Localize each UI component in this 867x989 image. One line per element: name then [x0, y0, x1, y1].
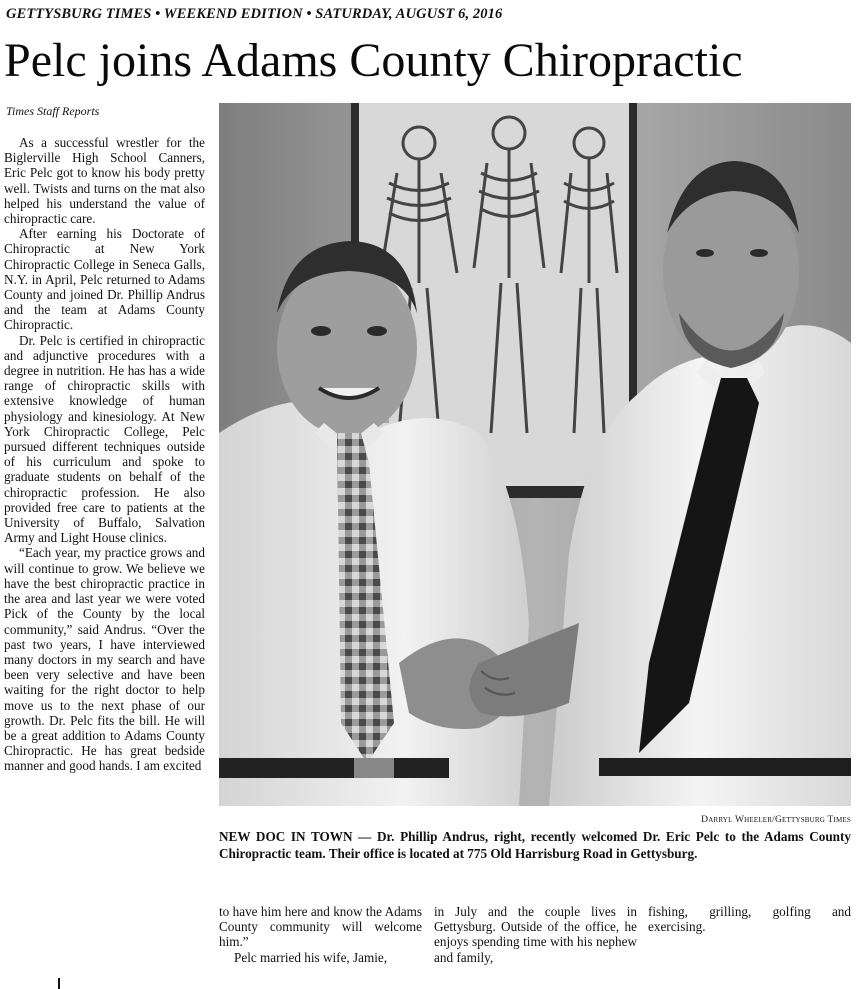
photo-caption: NEW DOC IN TOWN — Dr. Phillip Andrus, right, recently welcomed Dr. Eric Pelc to the Adams County Chiropractic team. Their office is located at 775 Old Harrisburg Road in Gettysburg. — [219, 829, 851, 861]
paragraph-5-end: fishing, grilling, golfing and exercising. — [648, 904, 851, 935]
headline: Pelc joins Adams County Chiropractic — [4, 34, 743, 87]
byline: Times Staff Reports — [6, 104, 100, 118]
photo-illustration — [219, 103, 851, 806]
news-photo — [219, 103, 851, 806]
paragraph-1: As a successful wrestler for the Biglerville High School Canners, Eric Pelc got to know his body pretty well. Twists and turns on the mat also helped his understand the value of chiropractic care. — [4, 135, 205, 227]
paragraph-4: “Each year, my practice grows and will continue to grow. We believe we have the best chiropractic practice in the area and last year we were voted Pick of the County by the local community,” said Andrus. “Over the past two years, I have interviewed many doctors in my search and have been very selective and have been waiting for the right doctor to help move us to the next phase of our growth. Dr. Pelc fits the bill. He will be a great addition to Adams County Chiropractic. He has great bedside manner and good hands. I am excited — [4, 545, 205, 774]
article-column-1 — [4, 135, 205, 774]
article-column-4 — [648, 904, 851, 934]
article-column-2 — [219, 904, 422, 965]
paragraph-3: Dr. Pelc is certified in chiropractic and adjunctive procedures with a degree in nutrition. He has has a wide range of chiropractic skills with extensive knowledge of human physiology and kinesiology. At New York Chiropractic College, Pelc pursued different techniques outside of his curriculum and spoke to graduate students on behalf of the chiropractic profession. He also provided free care to patients at the University of Buffalo, Salvation Army and Light House clinics. — [4, 332, 205, 546]
article-column-3 — [434, 904, 637, 965]
paragraph-2: After earning his Doctorate of Chiropractic at New York Chiropractic College in Seneca Galls, N.Y. in April, Pelc returned to Adams County and joined Dr. Phillip Andrus and the team at Adams County Chiropractic. — [4, 226, 205, 333]
photo-credit: Darryl Wheeler/Gettysburg Times — [701, 815, 851, 825]
column-rule-mark — [58, 978, 60, 989]
paragraph-5: Pelc married his wife, Jamie, — [234, 949, 388, 965]
masthead: GETTYSBURG TIMES • WEEKEND EDITION • SATURDAY, AUGUST 6, 2016 — [6, 6, 503, 22]
paragraph-5-continued: in July and the couple lives in Gettysburg. Outside of the office, he enjoys spending time with his nephew and family, — [434, 904, 637, 965]
paragraph-4-continued: to have him here and know the Adams County community will welcome him.” — [219, 904, 422, 950]
